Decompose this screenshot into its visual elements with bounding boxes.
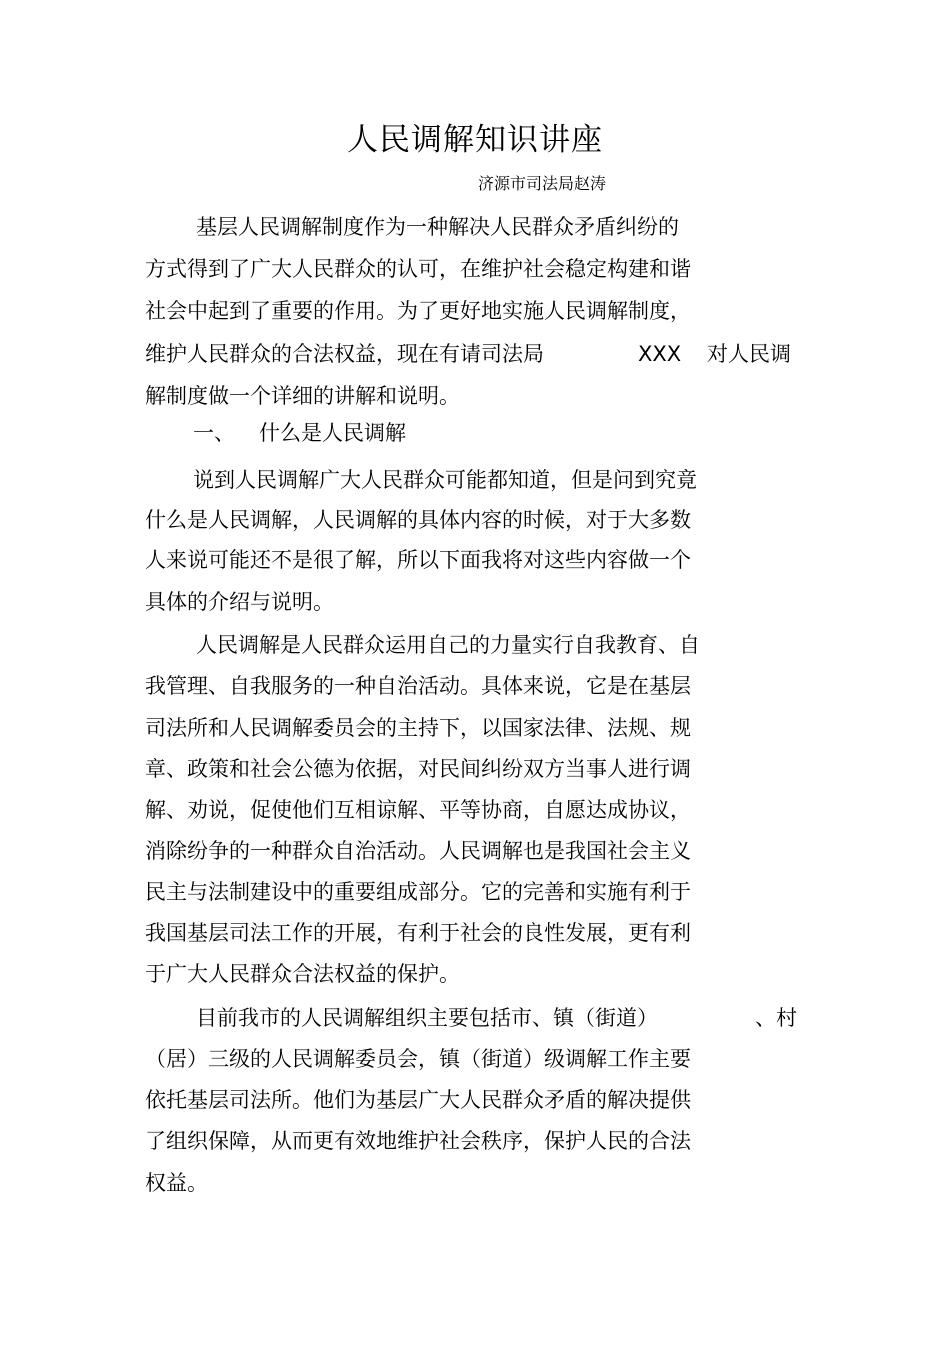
paragraph-2-line-2: 什么是人民调解，人民调解的具体内容的时候，对于大多数 <box>145 508 691 532</box>
paragraph-1-placeholder-name: XXX <box>638 342 682 366</box>
paragraph-4-line-5: 权益。 <box>145 1171 208 1195</box>
paragraph-4-line-1-text-a: 目前我市的人民调解组织主要包括市、镇（街道） <box>196 1006 658 1030</box>
paragraph-2-line-4: 具体的介绍与说明。 <box>145 590 334 614</box>
paragraph-1-line-4 <box>145 339 544 369</box>
paragraph-3-line-6: 消除纷争的一种群众自治活动。人民调解也是我国社会主义 <box>145 839 691 863</box>
paragraph-3-line-5: 解、劝说，促使他们互相谅解、平等协商，自愿达成协议， <box>145 798 691 822</box>
section-1-heading: 什么是人民调解 <box>259 421 406 445</box>
paragraph-3-line-9: 于广大人民群众合法权益的保护。 <box>145 962 460 986</box>
paragraph-4-line-4: 了组织保障，从而更有效地维护社会秩序，保护人民的合法 <box>145 1129 691 1153</box>
paragraph-3-line-8: 我国基层司法工作的开展，有利于社会的良性发展，更有利 <box>145 921 691 945</box>
paragraph-1-line-4-text-a: 维护人民群众的合法权益，现在有请司法局 <box>145 342 544 366</box>
paragraph-3-line-1: 人民调解是人民群众运用自己的力量实行自我教育、自 <box>196 633 700 657</box>
paragraph-1-line-1: 基层人民调解制度作为一种解决人民群众矛盾纠纷的 <box>196 215 679 239</box>
section-1-number: 一、 <box>193 421 235 445</box>
paragraph-4-line-3: 依托基层司法所。他们为基层广大人民群众矛盾的解决提供 <box>145 1088 691 1112</box>
paragraph-1-line-5: 解制度做一个详细的讲解和说明。 <box>145 384 460 408</box>
paragraph-3-line-3: 司法所和人民调解委员会的主持下，以国家法律、法规、规 <box>145 716 691 740</box>
paragraph-2-line-3: 人来说可能还不是很了解，所以下面我将对这些内容做一个 <box>145 548 691 572</box>
paragraph-4-line-1-text-b: 、村 <box>755 1006 797 1030</box>
document-author: 济源市司法局赵涛 <box>478 174 607 193</box>
document-title: 人民调解知识讲座 <box>347 122 603 158</box>
paragraph-1-line-3: 社会中起到了重要的作用。为了更好地实施人民调解制度， <box>145 299 691 323</box>
paragraph-4-line-2: （居）三级的人民调解委员会，镇（街道）级调解工作主要 <box>145 1047 691 1071</box>
paragraph-3-line-7: 民主与法制建设中的重要组成部分。它的完善和实施有利于 <box>145 880 691 904</box>
paragraph-2-line-1: 说到人民调解广大人民群众可能都知道，但是问到究竟 <box>193 468 697 492</box>
paragraph-1-line-4-text-c: 对人民调 <box>707 342 791 366</box>
paragraph-3-line-2: 我管理、自我服务的一种自治活动。具体来说，它是在基层 <box>145 674 691 698</box>
paragraph-3-line-4: 章、政策和社会公德为依据，对民间纠纷双方当事人进行调 <box>145 757 691 781</box>
paragraph-1-line-2: 方式得到了广大人民群众的认可，在维护社会稳定构建和谐 <box>145 257 691 281</box>
